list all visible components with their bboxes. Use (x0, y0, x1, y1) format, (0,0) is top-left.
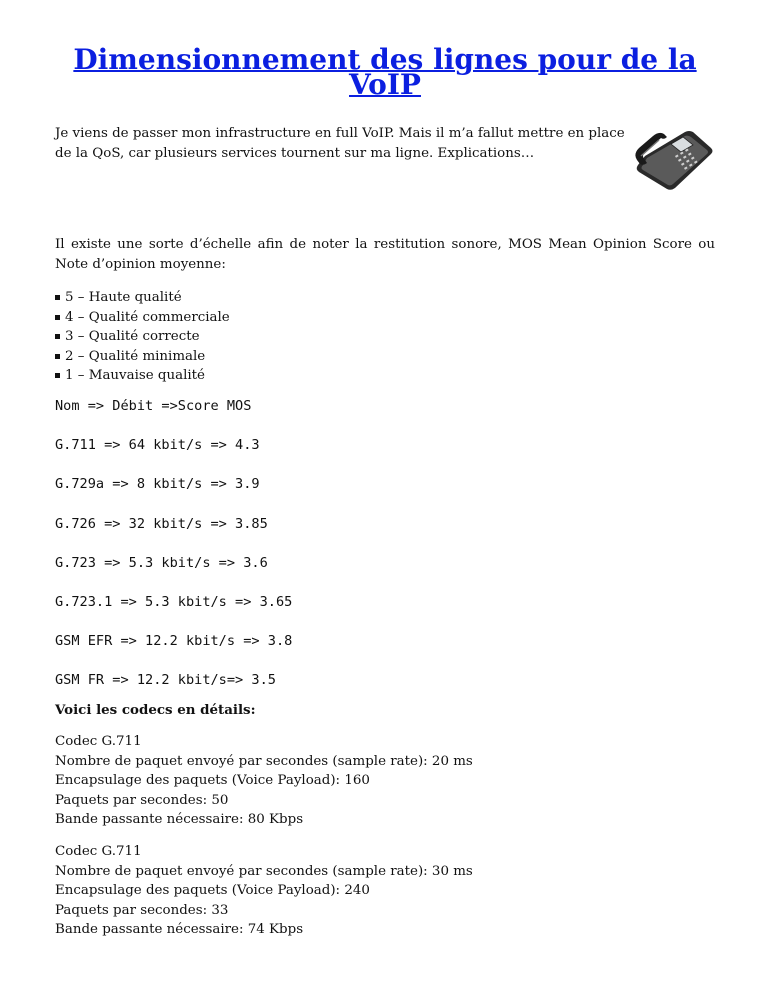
mos-scale-list (55, 288, 230, 386)
list-item: 2 – Qualité minimale (55, 347, 230, 367)
intro-paragraph: Je viens de passer mon infrastructure en full VoIP. Mais il m’a fallut mettre en place de la QoS, car plusieurs services tournent sur ma ligne. Explications… (55, 126, 625, 161)
code-line: G.723.1 => 5.3 kbit/s => 3.65 (55, 593, 293, 610)
code-line: GSM EFR => 12.2 kbit/s => 3.8 (55, 633, 293, 650)
page-title (55, 43, 715, 101)
codec-name: Codec G.711 (55, 734, 142, 749)
list-item: 3 – Qualité correcte (55, 327, 230, 347)
codec-payload: Encapsulage des paquets (Voice Payload): 240 (55, 883, 370, 899)
code-line: Nom => Débit =>Score MOS (55, 398, 252, 414)
bullet-icon (55, 373, 60, 378)
bullet-icon (55, 295, 60, 300)
bullet-icon (55, 315, 60, 320)
codec-bandwidth: Bande passante nécessaire: 80 Kbps (55, 812, 304, 828)
list-item: 5 – Haute qualité (55, 288, 230, 308)
bullet-icon (55, 354, 60, 359)
mos-intro-paragraph: Il existe une sorte d’échelle afin de noter la restitution sonore, MOS Mean Opinion Score ou Note d’opinion moyenne: (55, 237, 715, 272)
list-item: 1 – Mauvaise qualité (55, 366, 230, 386)
code-line: G.726 => 32 kbit/s => 3.85 (55, 515, 268, 532)
title-link[interactable]: Dimensionnement des lignes pour de la VoIP (73, 43, 697, 101)
codec-detail-block (55, 842, 715, 940)
codec-pps: Paquets par secondes: 33 (55, 902, 229, 918)
code-line: G.723 => 5.3 kbit/s => 3.6 (55, 554, 268, 571)
codec-bandwidth: Bande passante nécessaire: 74 Kbps (55, 922, 304, 938)
codec-table-preformatted (55, 398, 715, 712)
codec-sample-rate: Nombre de paquet envoyé par secondes (sample rate): 20 ms (55, 753, 473, 769)
desk-phone-icon (631, 126, 715, 194)
details-heading: Voici les codecs en détails: (55, 702, 256, 718)
code-line: GSM FR => 12.2 kbit/s=> 3.5 (55, 672, 276, 689)
codec-detail-block (55, 732, 715, 830)
code-line: G.711 => 64 kbit/s => 4.3 (55, 437, 260, 454)
code-line: G.729a => 8 kbit/s => 3.9 (55, 476, 260, 493)
codec-sample-rate: Nombre de paquet envoyé par secondes (sample rate): 30 ms (55, 863, 473, 879)
list-item: 4 – Qualité commerciale (55, 308, 230, 328)
codec-pps: Paquets par secondes: 50 (55, 792, 229, 808)
bullet-icon (55, 334, 60, 339)
codec-name: Codec G.711 (55, 844, 142, 859)
codec-payload: Encapsulage des paquets (Voice Payload): 160 (55, 773, 370, 789)
